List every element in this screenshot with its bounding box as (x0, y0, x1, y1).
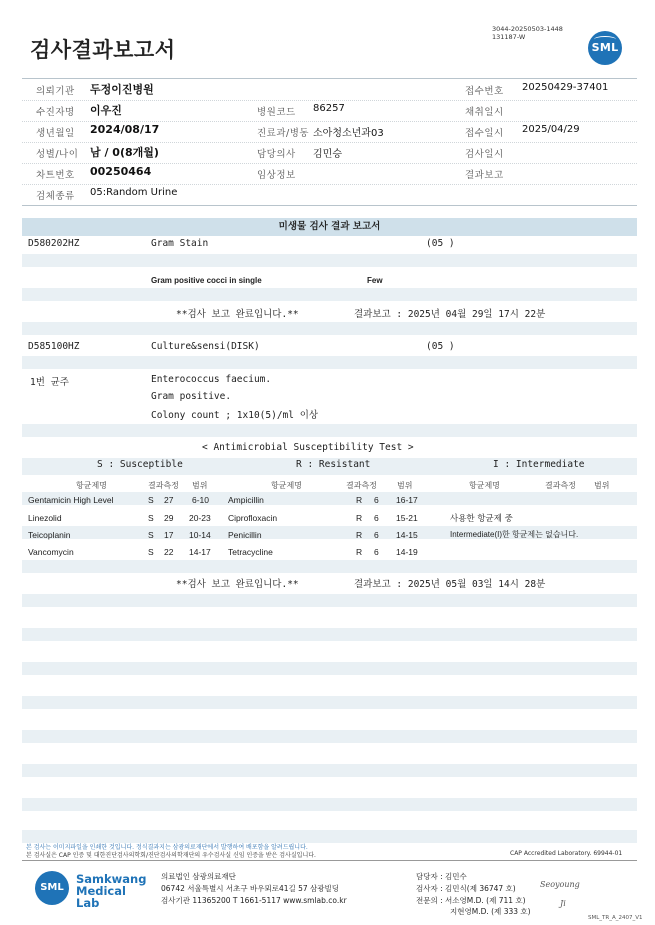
footer-note-print: 본 검사는 이미지파일을 인쇄한 것입니다. 정식결과지는 삼광의료재단에서 발행하여 배포함을 알려드립니다. (26, 844, 308, 851)
sex-age: 남 / 0(8개월) (90, 146, 159, 159)
signature-2: Ji (560, 899, 566, 908)
gram-test-name: Gram Stain (151, 238, 209, 249)
organism-name: Enterococcus faecium. (151, 374, 272, 385)
report-title: 검사결과보고서 (30, 38, 176, 62)
ast-interpretation: R (356, 547, 363, 557)
intermediate-note-1: 사용한 항균제 중 (450, 514, 513, 524)
row-band (22, 288, 637, 301)
col-header-agent: 항균제명 (469, 481, 500, 490)
row-band (22, 696, 637, 709)
legend-susceptible: S : Susceptible (97, 459, 183, 470)
organism-label: 1번 균주 (30, 377, 69, 388)
cap-accreditation: CAP Accredited Laboratory. 69944-01 (510, 850, 623, 857)
row-band (22, 254, 637, 267)
col-header-result: 결과측정 (545, 481, 576, 490)
row-band (22, 730, 637, 743)
info-row-sex-age: 성별/나이 남 / 0(8개월) 담당의사 김민승 검사일시 (22, 142, 637, 164)
col-header-range: 범위 (594, 481, 610, 490)
hospital-name: 두정이진병원 (90, 83, 154, 96)
document-number: 3044-20250503-1448 131187-W (492, 25, 563, 41)
ast-agent: Penicillin (228, 530, 262, 540)
ast-agent: Linezolid (28, 513, 62, 523)
ast-range: 14-15 (396, 530, 418, 540)
culture-test-name: Culture&sensi(DISK) (151, 341, 260, 352)
gram-done: **검사 보고 완료입니다.** (176, 309, 299, 320)
ast-agent: Gentamicin High Level (28, 495, 114, 505)
ast-agent: Teicoplanin (28, 530, 71, 540)
culture-test-num: (05 ) (426, 341, 455, 352)
row-band (22, 492, 637, 505)
ast-zone-mm: 6 (374, 547, 379, 557)
row-band (22, 628, 637, 641)
col-header-range: 범위 (192, 481, 208, 490)
intermediate-note-2: Intermediate(I)한 항균제는 없습니다. (450, 530, 579, 539)
contact: 검사기관 11365200 T 1661-5117 www.smlab.co.kr (161, 896, 347, 905)
ast-agent: Vancomycin (28, 547, 74, 557)
department: 소아청소년과03 (313, 128, 384, 139)
staff-specialist-1: 전문의 : 서소영M.D. (제 711 호) (416, 896, 526, 905)
col-header-result: 결과측정 (148, 481, 179, 490)
ast-agent: Ampicillin (228, 495, 264, 505)
info-row-dob: 생년월일 2024/08/17 진료과/병동 소아청소년과03 접수일시 2025/04/29 (22, 121, 637, 143)
ast-interpretation: S (148, 513, 154, 523)
footer-divider (22, 860, 637, 861)
gram-amount: Few (367, 276, 383, 285)
ast-zone-mm: 22 (164, 547, 174, 557)
row-band (22, 798, 637, 811)
row-band (22, 764, 637, 777)
ast-range: 10-14 (189, 530, 211, 540)
ast-interpretation: R (356, 495, 363, 505)
colony-count: Colony count ; 1x10(5)/ml 이상 (151, 410, 319, 421)
staff-tester: 검사자 : 김민식(제 36747 호) (416, 884, 516, 893)
doctor-name: 김민승 (313, 149, 342, 160)
ast-interpretation: S (148, 547, 154, 557)
row-band (22, 322, 637, 335)
staff-in-charge: 담당자 : 김민수 (416, 872, 467, 881)
gram-test-num: (05 ) (426, 238, 455, 249)
gram-test-code: D580202HZ (28, 238, 80, 249)
gram-report-time: 결과보고 : 2025년 04월 29일 17시 22분 (354, 309, 546, 320)
info-row-name: 수진자명 이우진 병원코드 86257 채취일시 (22, 100, 637, 122)
received-date: 2025/04/29 (522, 124, 580, 135)
ast-zone-mm: 6 (374, 495, 379, 505)
ast-zone-mm: 6 (374, 530, 379, 540)
culture-done: **검사 보고 완료입니다.** (176, 579, 299, 590)
col-header-result: 결과측정 (346, 481, 377, 490)
ast-interpretation: S (148, 530, 154, 540)
ast-range: 20-23 (189, 513, 211, 523)
ast-title: < Antimicrobial Susceptibility Test > (202, 442, 414, 453)
ast-range: 15-21 (396, 513, 418, 523)
info-row-hospital: 의뢰기관 두정이진병원 접수번호 20250429-37401 (22, 79, 637, 101)
col-header-agent: 항균제명 (76, 481, 107, 490)
ast-zone-mm: 29 (164, 513, 174, 523)
date-of-birth: 2024/08/17 (90, 123, 160, 136)
company-name: Samkwang Medical Lab (76, 872, 147, 910)
col-header-agent: 항균제명 (271, 481, 302, 490)
foundation-name: 의료법인 삼광의료재단 (161, 872, 236, 881)
ast-range: 14-17 (189, 547, 211, 557)
signature-1: Seoyoung (540, 880, 580, 889)
footer-note-cert: 본 검사실은 CAP 인증 및 대한진단검사의학회/진단검사의학재단의 우수검사실 신임 인증을 받은 검사실입니다. (26, 852, 316, 859)
info-row-chart: 차트번호 00250464 임상정보 결과보고 (22, 163, 637, 185)
info-row-specimen: 검체종류 05:Random Urine (22, 184, 637, 206)
sml-footer-logo: SML (35, 871, 69, 905)
ast-range: 14-19 (396, 547, 418, 557)
staff-specialist-2: 지현영M.D. (제 333 호) (450, 907, 531, 916)
row-band (22, 424, 637, 437)
organism-gram: Gram positive. (151, 391, 232, 402)
specimen-type: 05:Random Urine (90, 187, 178, 198)
address: 06742 서울특별시 서초구 바우뫼로41길 57 삼광빌딩 (161, 884, 340, 893)
hospital-code: 86257 (313, 103, 345, 114)
accession-number: 20250429-37401 (522, 82, 609, 93)
sml-logo: SML (588, 31, 622, 65)
legend-intermediate: I : Intermediate (493, 459, 585, 470)
section-title: 미생물 검사 결과 보고서 (22, 218, 637, 236)
ast-interpretation: S (148, 495, 154, 505)
ast-zone-mm: 6 (374, 513, 379, 523)
ast-interpretation: R (356, 530, 363, 540)
ast-agent: Ciprofloxacin (228, 513, 278, 523)
row-band (22, 594, 637, 607)
row-band (22, 662, 637, 675)
row-band (22, 356, 637, 369)
culture-report-time: 결과보고 : 2025년 05월 03일 14시 28분 (354, 579, 546, 590)
ast-range: 16-17 (396, 495, 418, 505)
patient-name: 이우진 (90, 104, 122, 117)
ast-zone-mm: 27 (164, 495, 174, 505)
col-header-range: 범위 (397, 481, 413, 490)
culture-test-code: D585100HZ (28, 341, 80, 352)
gram-finding: Gram positive cocci in single (151, 276, 262, 285)
legend-resistant: R : Resistant (296, 459, 371, 470)
ast-range: 6-10 (192, 495, 210, 505)
chart-number: 00250464 (90, 165, 152, 178)
ast-interpretation: R (356, 513, 363, 523)
row-band (22, 560, 637, 573)
ast-agent: Tetracycline (228, 547, 273, 557)
form-code: SML_TR_A_2407_V1 (588, 915, 643, 921)
ast-zone-mm: 17 (164, 530, 174, 540)
